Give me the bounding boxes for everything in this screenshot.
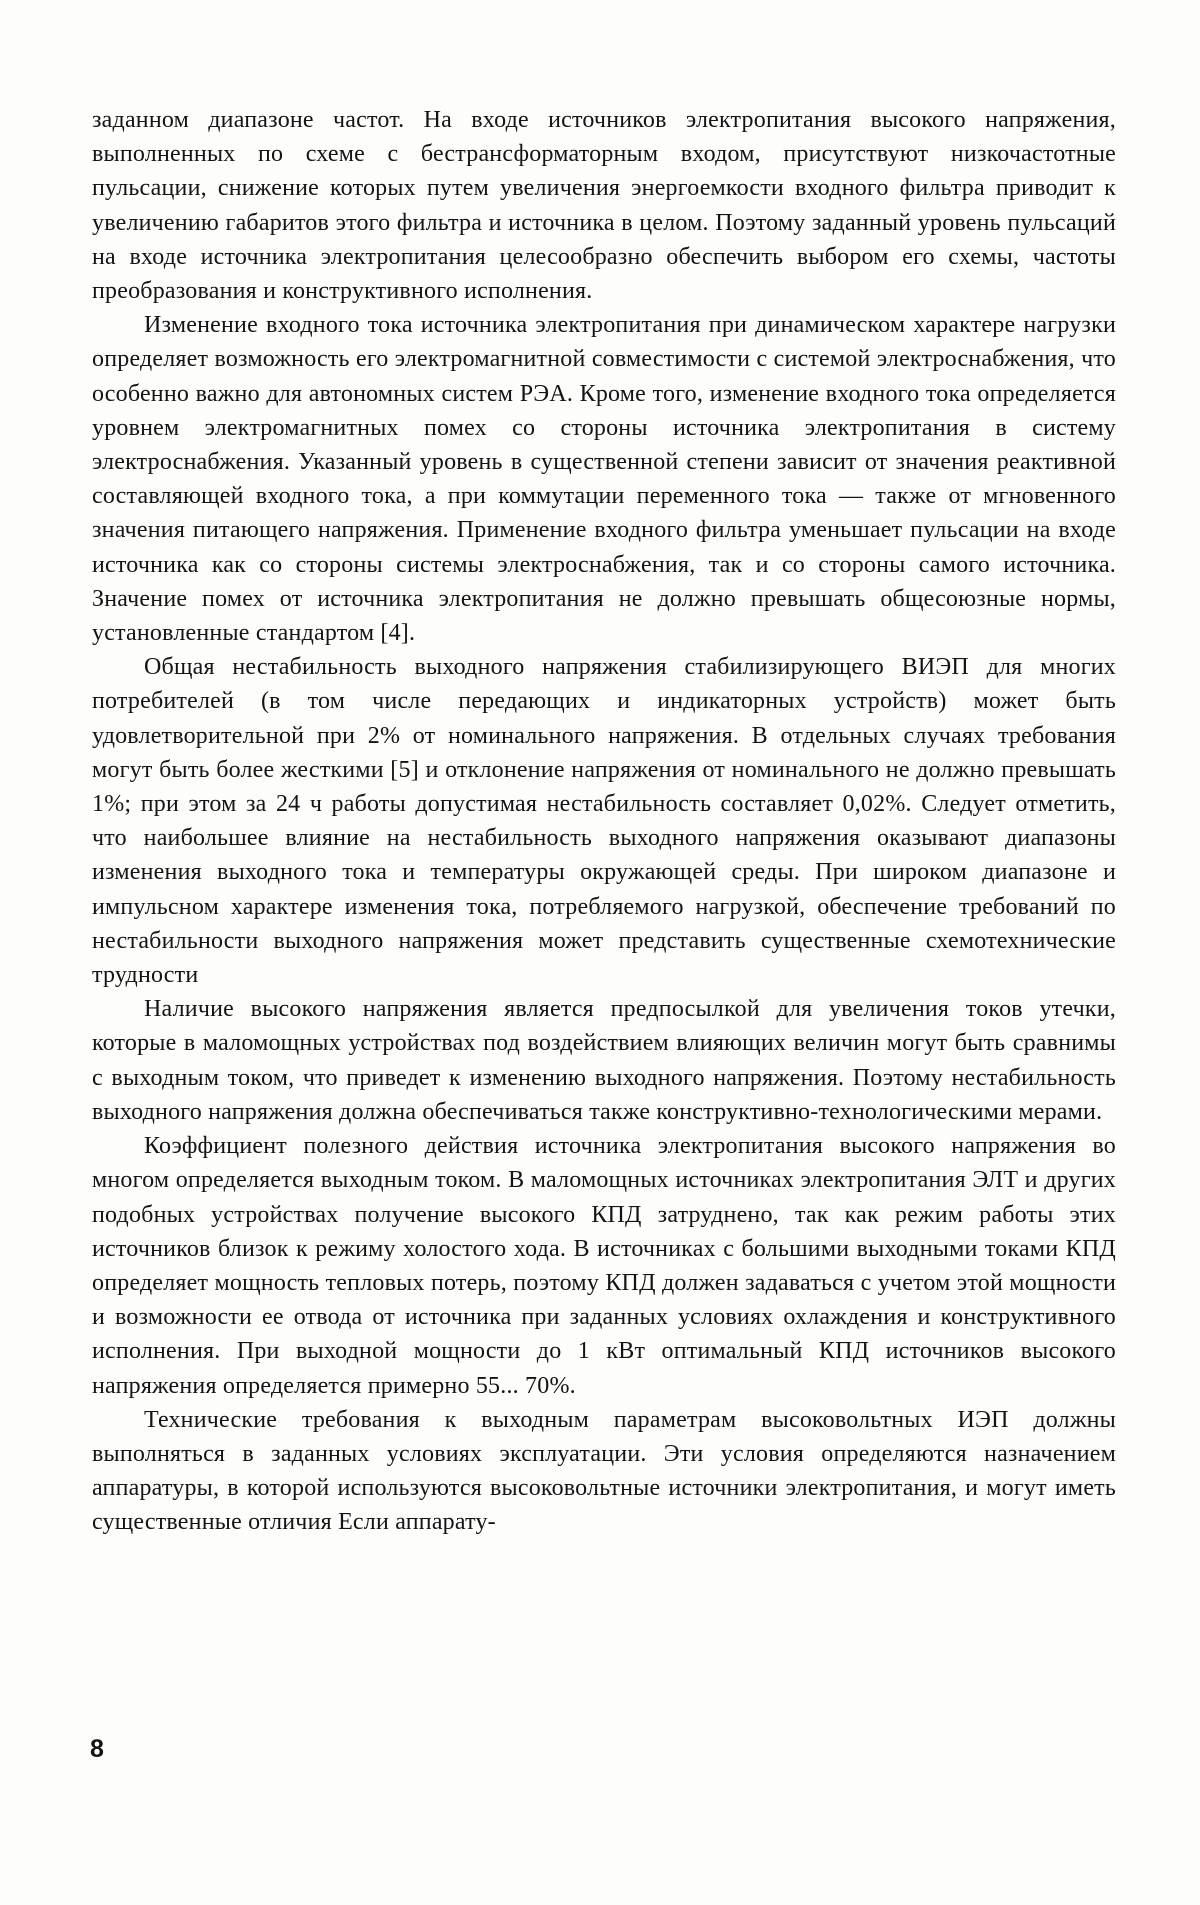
paragraph-3: Общая нестабильность выходного напряжения стабилизирующего ВИЭП для многих потребителей (в том числе передающих и индикаторных устройств) может быть удовлетворительной при 2% от номинального напряжения. В отдельных случаях требования могут быть более жесткими [5] и отклонение напряжения от номинального не должно превышать 1%; при этом за 24 ч работы допустимая нестабильность составляет 0,02%. Следует отметить, что наибольшее влияние на нестабильность выходного напряжения оказывают диапазоны изменения выходного тока и температуры окружающей среды. При широком диапазоне и импульсном характере изменения тока, потребляемого нагрузкой, обеспечение требований по нестабильности выходного напряжения может представить существенные схемотехнические трудности — [92, 654, 1116, 989]
paragraph-6: Технические требования к выходным параметрам высоковольтных ИЭП должны выполняться в заданных условиях эксплуатации. Эти условия определяются назначением аппаратуры, в которой используются высоковольтные источники электропитания, и могут иметь существенные отличия Если аппарату- — [92, 1406, 1116, 1536]
paragraph-2: Изменение входного тока источника электропитания при динамическом характере нагрузки определяет возможность его электромагнитной совместимости с системой электроснабжения, что особенно важно для автономных систем РЭА. Кроме того, изменение входного тока определяется уровнем электромагнитных помех со стороны источника электропитания в систему электроснабжения. Указанный уровень в существенной степени зависит от значения реактивной составляющей входного тока, а при коммутации переменного тока — также от мгновенного значения питающего напряжения. Применение входного фильтра уменьшает пульсации на входе источника как со стороны системы электроснабжения, так и со стороны самого источника. Значение помех от источника электропитания не должно превышать общесоюзные нормы, установленные стандартом [4]. — [92, 312, 1116, 647]
paragraph-5: Коэффициент полезного действия источника электропитания высокого напряжения во многом определяется выходным током. В маломощных источниках электропитания ЭЛТ и других подобных устройствах получение высокого КПД затруднено, так как режим работы этих источников близок к режиму холостого хода. В источниках с большими выходными токами КПД определяет мощность тепловых потерь, поэтому КПД должен задаваться с учетом этой мощности и возможности ее отвода от источника при заданных условиях охлаждения и конструктивного исполнения. При выходной мощности до 1 кВт оптимальный КПД источников высокого напряжения определяется примерно 55... 70%. — [92, 1133, 1116, 1399]
paragraph-4: Наличие высокого напряжения является предпосылкой для увеличения токов утечки, которые в маломощных устройствах под воздействием влияющих величин могут быть сравнимы с выходным током, что приведет к изменению выходного напряжения. Поэтому нестабильность выходного напряжения должна обеспечиваться также конструктивно-технологическими мерами. — [92, 996, 1116, 1125]
body-text — [92, 103, 1116, 1540]
page-number: 8 — [90, 1735, 104, 1763]
paragraph-1: заданном диапазоне частот. На входе источников электропитания высокого напряжения, выполненных по схеме с бестрансформаторным входом, присутствуют низкочастотные пульсации, снижение которых путем увеличения энергоемкости входного фильтра приводит к увеличению габаритов этого фильтра и источника в целом. Поэтому заданный уровень пульсаций на входе источника электропитания целесообразно обеспечить выбором его схемы, частоты преобразования и конструктивного исполнения. — [92, 107, 1116, 305]
